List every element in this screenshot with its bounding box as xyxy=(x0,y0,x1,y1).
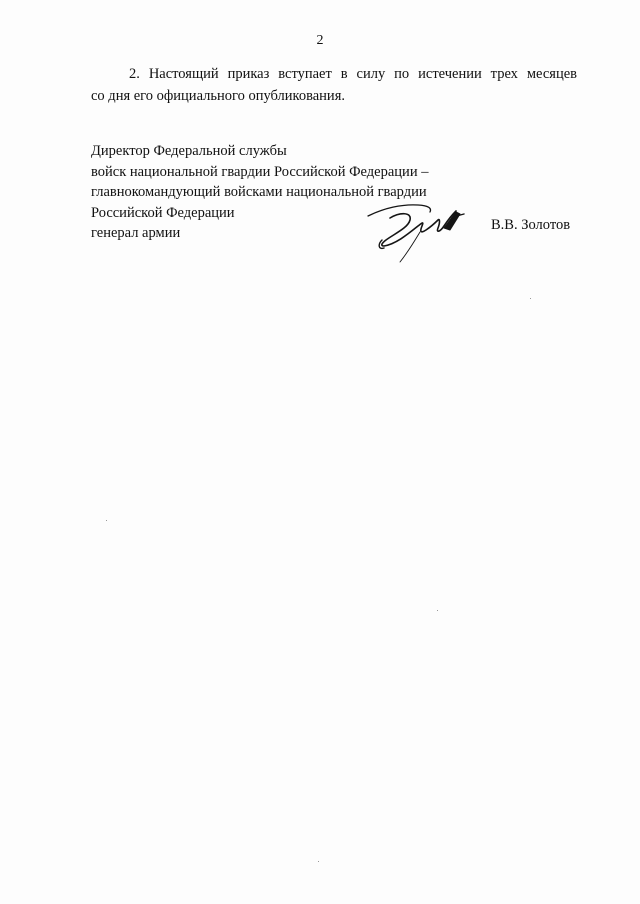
signatory-title-line: Директор Федеральной службы xyxy=(91,143,287,159)
scan-speck xyxy=(530,298,531,299)
signatory-title-line: генерал армии xyxy=(91,225,181,241)
signatory-title-line: Российской Федерации xyxy=(91,204,235,221)
scan-speck xyxy=(106,520,107,521)
signatory-name: В.В. Золотов xyxy=(491,217,571,233)
paragraph-line-1: 2. Настоящий приказ вступает в силу по истечении трех месяцев xyxy=(129,66,577,82)
handwritten-signature-icon xyxy=(360,188,470,266)
page-number: 2 xyxy=(316,33,324,48)
paragraph-line-2: со дня его официального опубликования. xyxy=(91,88,345,104)
scan-speck xyxy=(318,861,319,862)
signatory-title-line: войск национальной гвардии Российской Федерации – xyxy=(91,163,429,180)
scan-speck xyxy=(437,610,438,611)
signatory-title-line: главнокомандующий войсками национальной гвардии xyxy=(91,184,427,200)
order-paragraph-2 xyxy=(91,63,577,107)
